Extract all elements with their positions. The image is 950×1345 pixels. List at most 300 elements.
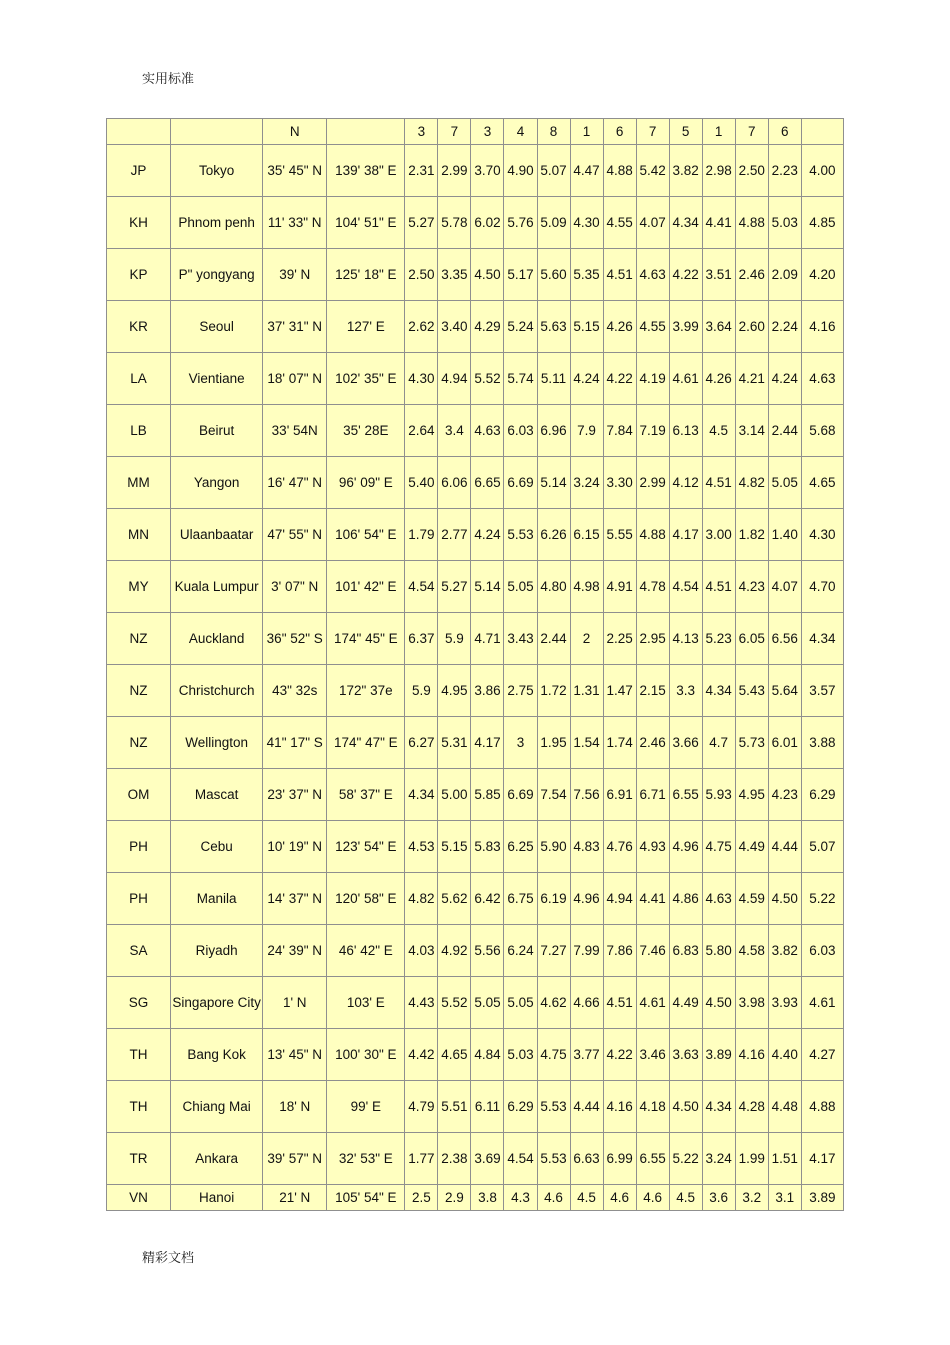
monthly-value-cell: 4.42 xyxy=(405,1029,438,1081)
monthly-value-cell: 7 xyxy=(438,119,471,145)
country-code-cell: NZ xyxy=(107,717,171,769)
monthly-value-cell: 2.99 xyxy=(438,145,471,197)
monthly-value-cell: 4.24 xyxy=(768,353,801,405)
table-row xyxy=(107,119,844,145)
monthly-value-cell: 4.62 xyxy=(537,977,570,1029)
monthly-value-cell: 5.05 xyxy=(768,457,801,509)
monthly-value-cell: 1.72 xyxy=(537,665,570,717)
monthly-value-cell: 4.34 xyxy=(702,665,735,717)
monthly-value-cell: 3.00 xyxy=(702,509,735,561)
monthly-value-cell: 4.21 xyxy=(735,353,768,405)
monthly-value-cell: 5.63 xyxy=(537,301,570,353)
monthly-value-cell: 2.50 xyxy=(735,145,768,197)
city-cell: Ankara xyxy=(171,1133,263,1185)
monthly-value-cell: 5.73 xyxy=(735,717,768,769)
longitude-cell: 101' 42" E xyxy=(327,561,405,613)
monthly-value-cell: 4.96 xyxy=(570,873,603,925)
monthly-value-cell: 5.53 xyxy=(537,1081,570,1133)
monthly-value-cell: 7.54 xyxy=(537,769,570,821)
monthly-value-cell: 4.47 xyxy=(570,145,603,197)
monthly-value-cell: 5.52 xyxy=(438,977,471,1029)
monthly-value-cell: 7.19 xyxy=(636,405,669,457)
monthly-value-cell: 2.31 xyxy=(405,145,438,197)
monthly-value-cell: 1.47 xyxy=(603,665,636,717)
monthly-value-cell: 4.51 xyxy=(603,249,636,301)
monthly-value-cell: 5.53 xyxy=(504,509,537,561)
monthly-value-cell: 6.55 xyxy=(669,769,702,821)
monthly-value-cell: 6.13 xyxy=(669,405,702,457)
country-code-cell: KH xyxy=(107,197,171,249)
longitude-cell: 99' E xyxy=(327,1081,405,1133)
monthly-value-cell: 3.24 xyxy=(570,457,603,509)
monthly-value-cell: 5.78 xyxy=(438,197,471,249)
monthly-value-cell: 4.18 xyxy=(636,1081,669,1133)
table-row xyxy=(107,301,844,353)
monthly-value-cell: 3.77 xyxy=(570,1029,603,1081)
monthly-value-cell: 5.15 xyxy=(570,301,603,353)
monthly-value-cell: 6.29 xyxy=(504,1081,537,1133)
monthly-value-cell: 4.30 xyxy=(570,197,603,249)
city-cell xyxy=(171,119,263,145)
annual-average-cell: 4.00 xyxy=(801,145,843,197)
monthly-value-cell: 4.16 xyxy=(603,1081,636,1133)
annual-average-cell: 4.20 xyxy=(801,249,843,301)
monthly-value-cell: 4.22 xyxy=(603,1029,636,1081)
monthly-value-cell: 5.62 xyxy=(438,873,471,925)
country-code-cell: LA xyxy=(107,353,171,405)
city-cell: Auckland xyxy=(171,613,263,665)
city-cell: Kuala Lumpur xyxy=(171,561,263,613)
monthly-value-cell: 5.05 xyxy=(504,977,537,1029)
monthly-value-cell: 1.54 xyxy=(570,717,603,769)
monthly-value-cell: 6.02 xyxy=(471,197,504,249)
city-cell: P" yongyang xyxy=(171,249,263,301)
country-code-cell xyxy=(107,119,171,145)
monthly-value-cell: 5.05 xyxy=(504,561,537,613)
latitude-cell: N xyxy=(263,119,327,145)
monthly-value-cell: 4.96 xyxy=(669,821,702,873)
monthly-value-cell: 5.42 xyxy=(636,145,669,197)
monthly-value-cell: 4.58 xyxy=(735,925,768,977)
annual-average-cell: 4.70 xyxy=(801,561,843,613)
table-row xyxy=(107,613,844,665)
longitude-cell: 105' 54" E xyxy=(327,1185,405,1211)
monthly-value-cell: 4.94 xyxy=(438,353,471,405)
monthly-value-cell: 4.12 xyxy=(669,457,702,509)
monthly-value-cell: 4.55 xyxy=(636,301,669,353)
monthly-value-cell: 5.90 xyxy=(537,821,570,873)
table-row xyxy=(107,1029,844,1081)
monthly-value-cell: 6.69 xyxy=(504,457,537,509)
monthly-value-cell: 2.15 xyxy=(636,665,669,717)
monthly-value-cell: 1.95 xyxy=(537,717,570,769)
monthly-value-cell: 4.95 xyxy=(438,665,471,717)
monthly-value-cell: 2.75 xyxy=(504,665,537,717)
monthly-value-cell: 4.26 xyxy=(702,353,735,405)
monthly-value-cell: 4.61 xyxy=(636,977,669,1029)
table-row xyxy=(107,249,844,301)
annual-average-cell: 4.17 xyxy=(801,1133,843,1185)
monthly-value-cell: 8 xyxy=(537,119,570,145)
monthly-value-cell: 4.07 xyxy=(636,197,669,249)
table-row xyxy=(107,145,844,197)
monthly-value-cell: 5.83 xyxy=(471,821,504,873)
monthly-value-cell: 4.6 xyxy=(537,1185,570,1211)
latitude-cell: 21' N xyxy=(263,1185,327,1211)
latitude-cell: 1' N xyxy=(263,977,327,1029)
monthly-value-cell: 5.23 xyxy=(702,613,735,665)
city-cell: Ulaanbaatar xyxy=(171,509,263,561)
monthly-value-cell: 4.07 xyxy=(768,561,801,613)
monthly-value-cell: 5.52 xyxy=(471,353,504,405)
monthly-value-cell: 4.3 xyxy=(504,1185,537,1211)
country-code-cell: SG xyxy=(107,977,171,1029)
monthly-value-cell: 2.44 xyxy=(768,405,801,457)
monthly-value-cell: 4.53 xyxy=(405,821,438,873)
city-cell: Yangon xyxy=(171,457,263,509)
country-code-cell: TH xyxy=(107,1029,171,1081)
monthly-value-cell: 5.22 xyxy=(669,1133,702,1185)
monthly-value-cell: 5.27 xyxy=(438,561,471,613)
monthly-value-cell: 5.9 xyxy=(438,613,471,665)
monthly-value-cell: 5.64 xyxy=(768,665,801,717)
latitude-cell: 33' 54N xyxy=(263,405,327,457)
longitude-cell: 127' E xyxy=(327,301,405,353)
table-row xyxy=(107,1185,844,1211)
monthly-value-cell: 4.84 xyxy=(471,1029,504,1081)
monthly-value-cell: 4.61 xyxy=(669,353,702,405)
monthly-value-cell: 7.86 xyxy=(603,925,636,977)
monthly-value-cell: 4.59 xyxy=(735,873,768,925)
monthly-value-cell: 4.88 xyxy=(636,509,669,561)
monthly-value-cell: 4.86 xyxy=(669,873,702,925)
monthly-value-cell: 6.37 xyxy=(405,613,438,665)
monthly-value-cell: 5.76 xyxy=(504,197,537,249)
longitude-cell: 139' 38" E xyxy=(327,145,405,197)
city-cell: Mascat xyxy=(171,769,263,821)
monthly-value-cell: 1.31 xyxy=(570,665,603,717)
monthly-value-cell: 6.19 xyxy=(537,873,570,925)
monthly-value-cell: 5.9 xyxy=(405,665,438,717)
longitude-cell: 123' 54" E xyxy=(327,821,405,873)
monthly-value-cell: 6.69 xyxy=(504,769,537,821)
monthly-value-cell: 3 xyxy=(504,717,537,769)
country-code-cell: NZ xyxy=(107,613,171,665)
monthly-value-cell: 3.35 xyxy=(438,249,471,301)
city-cell: Phnom penh xyxy=(171,197,263,249)
longitude-cell: 103' E xyxy=(327,977,405,1029)
page-footer: 精彩文档 xyxy=(142,1251,195,1266)
monthly-value-cell: 6.25 xyxy=(504,821,537,873)
table-row xyxy=(107,353,844,405)
monthly-value-cell: 1.77 xyxy=(405,1133,438,1185)
monthly-value-cell: 1.82 xyxy=(735,509,768,561)
monthly-value-cell: 6.71 xyxy=(636,769,669,821)
monthly-value-cell: 4.82 xyxy=(405,873,438,925)
monthly-value-cell: 5.27 xyxy=(405,197,438,249)
latitude-cell: 11' 33" N xyxy=(263,197,327,249)
page-header: 实用标准 xyxy=(142,72,195,87)
latitude-cell: 47' 55" N xyxy=(263,509,327,561)
monthly-value-cell: 5.55 xyxy=(603,509,636,561)
monthly-value-cell: 4.90 xyxy=(504,145,537,197)
latitude-cell: 39' N xyxy=(263,249,327,301)
monthly-value-cell: 4.26 xyxy=(603,301,636,353)
monthly-value-cell: 5.74 xyxy=(504,353,537,405)
monthly-value-cell: 5.17 xyxy=(504,249,537,301)
monthly-value-cell: 4.54 xyxy=(405,561,438,613)
monthly-value-cell: 7.27 xyxy=(537,925,570,977)
monthly-value-cell: 4.71 xyxy=(471,613,504,665)
city-cell: Riyadh xyxy=(171,925,263,977)
longitude-cell: 35' 28E xyxy=(327,405,405,457)
monthly-value-cell: 3.46 xyxy=(636,1029,669,1081)
monthly-value-cell: 4.23 xyxy=(768,769,801,821)
monthly-value-cell: 2.46 xyxy=(735,249,768,301)
monthly-value-cell: 3.6 xyxy=(702,1185,735,1211)
monthly-value-cell: 3.51 xyxy=(702,249,735,301)
monthly-value-cell: 4.23 xyxy=(735,561,768,613)
monthly-value-cell: 4.43 xyxy=(405,977,438,1029)
monthly-value-cell: 3 xyxy=(471,119,504,145)
monthly-value-cell: 3.43 xyxy=(504,613,537,665)
annual-average-cell: 4.27 xyxy=(801,1029,843,1081)
monthly-value-cell: 3.98 xyxy=(735,977,768,1029)
annual-average-cell: 5.07 xyxy=(801,821,843,873)
country-code-cell: KR xyxy=(107,301,171,353)
table-row xyxy=(107,873,844,925)
monthly-value-cell: 2.60 xyxy=(735,301,768,353)
monthly-value-cell: 2.99 xyxy=(636,457,669,509)
monthly-value-cell: 4.78 xyxy=(636,561,669,613)
monthly-value-cell: 6.96 xyxy=(537,405,570,457)
monthly-value-cell: 4.79 xyxy=(405,1081,438,1133)
monthly-value-cell: 4 xyxy=(504,119,537,145)
monthly-value-cell: 2.25 xyxy=(603,613,636,665)
monthly-value-cell: 4.50 xyxy=(702,977,735,1029)
monthly-value-cell: 4.63 xyxy=(636,249,669,301)
monthly-value-cell: 5.93 xyxy=(702,769,735,821)
latitude-cell: 13' 45" N xyxy=(263,1029,327,1081)
latitude-cell: 39' 57" N xyxy=(263,1133,327,1185)
city-cell: Beirut xyxy=(171,405,263,457)
latitude-cell: 43" 32s xyxy=(263,665,327,717)
city-cell: Singapore City xyxy=(171,977,263,1029)
city-cell: Cebu xyxy=(171,821,263,873)
monthly-value-cell: 4.22 xyxy=(603,353,636,405)
monthly-value-cell: 6 xyxy=(768,119,801,145)
table-row xyxy=(107,717,844,769)
monthly-value-cell: 5.07 xyxy=(537,145,570,197)
longitude-cell: 46' 42" E xyxy=(327,925,405,977)
monthly-value-cell: 4.50 xyxy=(471,249,504,301)
monthly-value-cell: 4.34 xyxy=(702,1081,735,1133)
monthly-value-cell: 4.91 xyxy=(603,561,636,613)
monthly-value-cell: 6.01 xyxy=(768,717,801,769)
monthly-value-cell: 4.22 xyxy=(669,249,702,301)
latitude-cell: 24' 39" N xyxy=(263,925,327,977)
country-code-cell: PH xyxy=(107,821,171,873)
monthly-value-cell: 3.40 xyxy=(438,301,471,353)
latitude-cell: 37' 31" N xyxy=(263,301,327,353)
monthly-value-cell: 1 xyxy=(570,119,603,145)
monthly-value-cell: 7 xyxy=(636,119,669,145)
monthly-value-cell: 4.28 xyxy=(735,1081,768,1133)
country-code-cell: MY xyxy=(107,561,171,613)
city-cell: Bang Kok xyxy=(171,1029,263,1081)
monthly-value-cell: 7.56 xyxy=(570,769,603,821)
table-row xyxy=(107,1081,844,1133)
monthly-value-cell: 7 xyxy=(735,119,768,145)
table-row xyxy=(107,197,844,249)
monthly-value-cell: 3.69 xyxy=(471,1133,504,1185)
monthly-value-cell: 4.17 xyxy=(471,717,504,769)
monthly-value-cell: 2.64 xyxy=(405,405,438,457)
monthly-value-cell: 4.34 xyxy=(669,197,702,249)
monthly-value-cell: 5.03 xyxy=(768,197,801,249)
monthly-value-cell: 5 xyxy=(669,119,702,145)
longitude-cell: 102' 35" E xyxy=(327,353,405,405)
monthly-value-cell: 3.66 xyxy=(669,717,702,769)
monthly-value-cell: 6.63 xyxy=(570,1133,603,1185)
monthly-value-cell: 5.51 xyxy=(438,1081,471,1133)
longitude-cell: 96' 09" E xyxy=(327,457,405,509)
longitude-cell xyxy=(327,119,405,145)
table-row xyxy=(107,821,844,873)
table-row xyxy=(107,769,844,821)
latitude-cell: 3' 07" N xyxy=(263,561,327,613)
country-code-cell: JP xyxy=(107,145,171,197)
monthly-value-cell: 6.27 xyxy=(405,717,438,769)
annual-average-cell: 4.85 xyxy=(801,197,843,249)
monthly-value-cell: 4.7 xyxy=(702,717,735,769)
monthly-value-cell: 5.24 xyxy=(504,301,537,353)
city-cell: Chiang Mai xyxy=(171,1081,263,1133)
monthly-value-cell: 3.70 xyxy=(471,145,504,197)
monthly-value-cell: 4.40 xyxy=(768,1029,801,1081)
table-row xyxy=(107,925,844,977)
monthly-value-cell: 4.93 xyxy=(636,821,669,873)
monthly-value-cell: 3.86 xyxy=(471,665,504,717)
monthly-value-cell: 6.26 xyxy=(537,509,570,561)
monthly-value-cell: 7.46 xyxy=(636,925,669,977)
monthly-value-cell: 4.5 xyxy=(702,405,735,457)
monthly-value-cell: 2.50 xyxy=(405,249,438,301)
monthly-value-cell: 3.3 xyxy=(669,665,702,717)
latitude-cell: 16' 47" N xyxy=(263,457,327,509)
monthly-value-cell: 4.6 xyxy=(636,1185,669,1211)
monthly-value-cell: 4.76 xyxy=(603,821,636,873)
monthly-value-cell: 1.79 xyxy=(405,509,438,561)
monthly-value-cell: 3.14 xyxy=(735,405,768,457)
city-cell: Seoul xyxy=(171,301,263,353)
table-row xyxy=(107,977,844,1029)
monthly-value-cell: 2.24 xyxy=(768,301,801,353)
monthly-value-cell: 1.40 xyxy=(768,509,801,561)
monthly-value-cell: 3.82 xyxy=(768,925,801,977)
latitude-cell: 35' 45" N xyxy=(263,145,327,197)
monthly-value-cell: 4.19 xyxy=(636,353,669,405)
country-code-cell: PH xyxy=(107,873,171,925)
annual-average-cell: 3.88 xyxy=(801,717,843,769)
monthly-value-cell: 4.17 xyxy=(669,509,702,561)
monthly-value-cell: 2.46 xyxy=(636,717,669,769)
monthly-value-cell: 6.03 xyxy=(504,405,537,457)
monthly-value-cell: 3.1 xyxy=(768,1185,801,1211)
monthly-value-cell: 2 xyxy=(570,613,603,665)
monthly-value-cell: 5.31 xyxy=(438,717,471,769)
monthly-value-cell: 2.44 xyxy=(537,613,570,665)
monthly-value-cell: 5.35 xyxy=(570,249,603,301)
monthly-value-cell: 4.41 xyxy=(636,873,669,925)
monthly-value-cell: 4.83 xyxy=(570,821,603,873)
annual-average-cell: 5.68 xyxy=(801,405,843,457)
monthly-value-cell: 5.85 xyxy=(471,769,504,821)
monthly-value-cell: 2.95 xyxy=(636,613,669,665)
monthly-value-cell: 6.42 xyxy=(471,873,504,925)
longitude-cell: 172" 37e xyxy=(327,665,405,717)
monthly-value-cell: 5.00 xyxy=(438,769,471,821)
monthly-value-cell: 1 xyxy=(702,119,735,145)
monthly-value-cell: 6.56 xyxy=(768,613,801,665)
table-row xyxy=(107,1133,844,1185)
monthly-value-cell: 4.63 xyxy=(702,873,735,925)
table-row xyxy=(107,509,844,561)
monthly-value-cell: 6.11 xyxy=(471,1081,504,1133)
monthly-value-cell: 5.03 xyxy=(504,1029,537,1081)
monthly-value-cell: 2.77 xyxy=(438,509,471,561)
monthly-value-cell: 4.49 xyxy=(669,977,702,1029)
monthly-value-cell: 2.62 xyxy=(405,301,438,353)
monthly-value-cell: 2.23 xyxy=(768,145,801,197)
city-cell: Hanoi xyxy=(171,1185,263,1211)
city-cell: Manila xyxy=(171,873,263,925)
longitude-cell: 32' 53" E xyxy=(327,1133,405,1185)
monthly-value-cell: 4.6 xyxy=(603,1185,636,1211)
longitude-cell: 120' 58" E xyxy=(327,873,405,925)
monthly-value-cell: 2.5 xyxy=(405,1185,438,1211)
monthly-value-cell: 7.9 xyxy=(570,405,603,457)
monthly-value-cell: 4.41 xyxy=(702,197,735,249)
table-row xyxy=(107,561,844,613)
monthly-value-cell: 3.82 xyxy=(669,145,702,197)
monthly-value-cell: 4.13 xyxy=(669,613,702,665)
monthly-value-cell: 5.56 xyxy=(471,925,504,977)
country-code-cell: TR xyxy=(107,1133,171,1185)
table-body xyxy=(107,119,844,1211)
monthly-value-cell: 6.99 xyxy=(603,1133,636,1185)
monthly-value-cell: 6.75 xyxy=(504,873,537,925)
monthly-value-cell: 4.30 xyxy=(405,353,438,405)
monthly-value-cell: 5.14 xyxy=(537,457,570,509)
longitude-cell: 58' 37" E xyxy=(327,769,405,821)
monthly-value-cell: 4.44 xyxy=(768,821,801,873)
monthly-value-cell: 2.98 xyxy=(702,145,735,197)
annual-average-cell: 4.88 xyxy=(801,1081,843,1133)
monthly-value-cell: 4.63 xyxy=(471,405,504,457)
annual-average-cell: 6.29 xyxy=(801,769,843,821)
latitude-cell: 23' 37" N xyxy=(263,769,327,821)
monthly-value-cell: 4.50 xyxy=(768,873,801,925)
longitude-cell: 106' 54" E xyxy=(327,509,405,561)
table-row xyxy=(107,457,844,509)
monthly-value-cell: 5.43 xyxy=(735,665,768,717)
monthly-value-cell: 4.24 xyxy=(471,509,504,561)
latitude-cell: 10' 19" N xyxy=(263,821,327,873)
monthly-value-cell: 4.54 xyxy=(504,1133,537,1185)
city-cell: Vientiane xyxy=(171,353,263,405)
monthly-value-cell: 3.2 xyxy=(735,1185,768,1211)
